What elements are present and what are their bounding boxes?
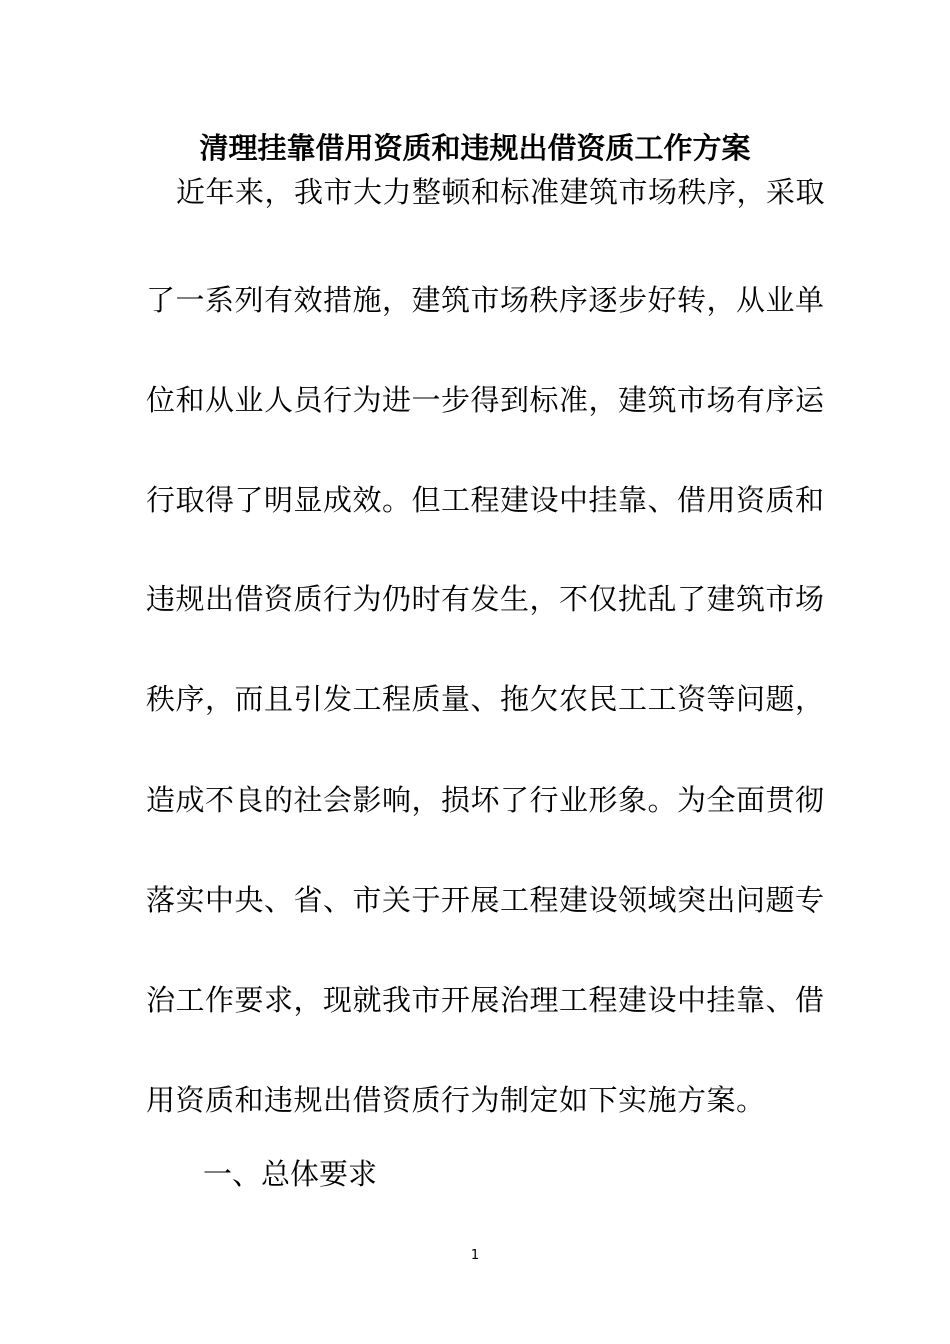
document-title: 清理挂靠借用资质和违规出借资质工作方案 xyxy=(199,131,751,165)
paragraph-line-5: 违规出借资质行为仍时有发生，不仅扰乱了建筑市场 xyxy=(146,582,825,616)
paragraph-line-9: 治工作要求，现就我市开展治理工程建设中挂靠、借 xyxy=(146,983,825,1017)
paragraph-line-8: 落实中央、省、市关于开展工程建设领域突出问题专 xyxy=(146,883,825,917)
paragraph-line-3: 位和从业人员行为进一步得到标准，建筑市场有序运 xyxy=(146,383,825,417)
page-number: 1 xyxy=(470,1248,480,1263)
paragraph-line-7: 造成不良的社会影响，损坏了行业形象。为全面贯彻 xyxy=(146,783,825,817)
paragraph-line-6: 秩序，而且引发工程质量、拖欠农民工工资等问题， xyxy=(146,682,825,716)
paragraph-line-2: 了一系列有效措施，建筑市场秩序逐步好转，从业单 xyxy=(146,283,825,317)
paragraph-line-1: 近年来，我市大力整顿和标准建筑市场秩序，采取 xyxy=(176,175,826,209)
section-heading: 一、总体要求 xyxy=(203,1157,378,1191)
paragraph-line-4: 行取得了明显成效。但工程建设中挂靠、借用资质和 xyxy=(146,483,825,517)
paragraph-line-10: 用资质和违规出借资质行为制定如下实施方案。 xyxy=(146,1083,766,1117)
